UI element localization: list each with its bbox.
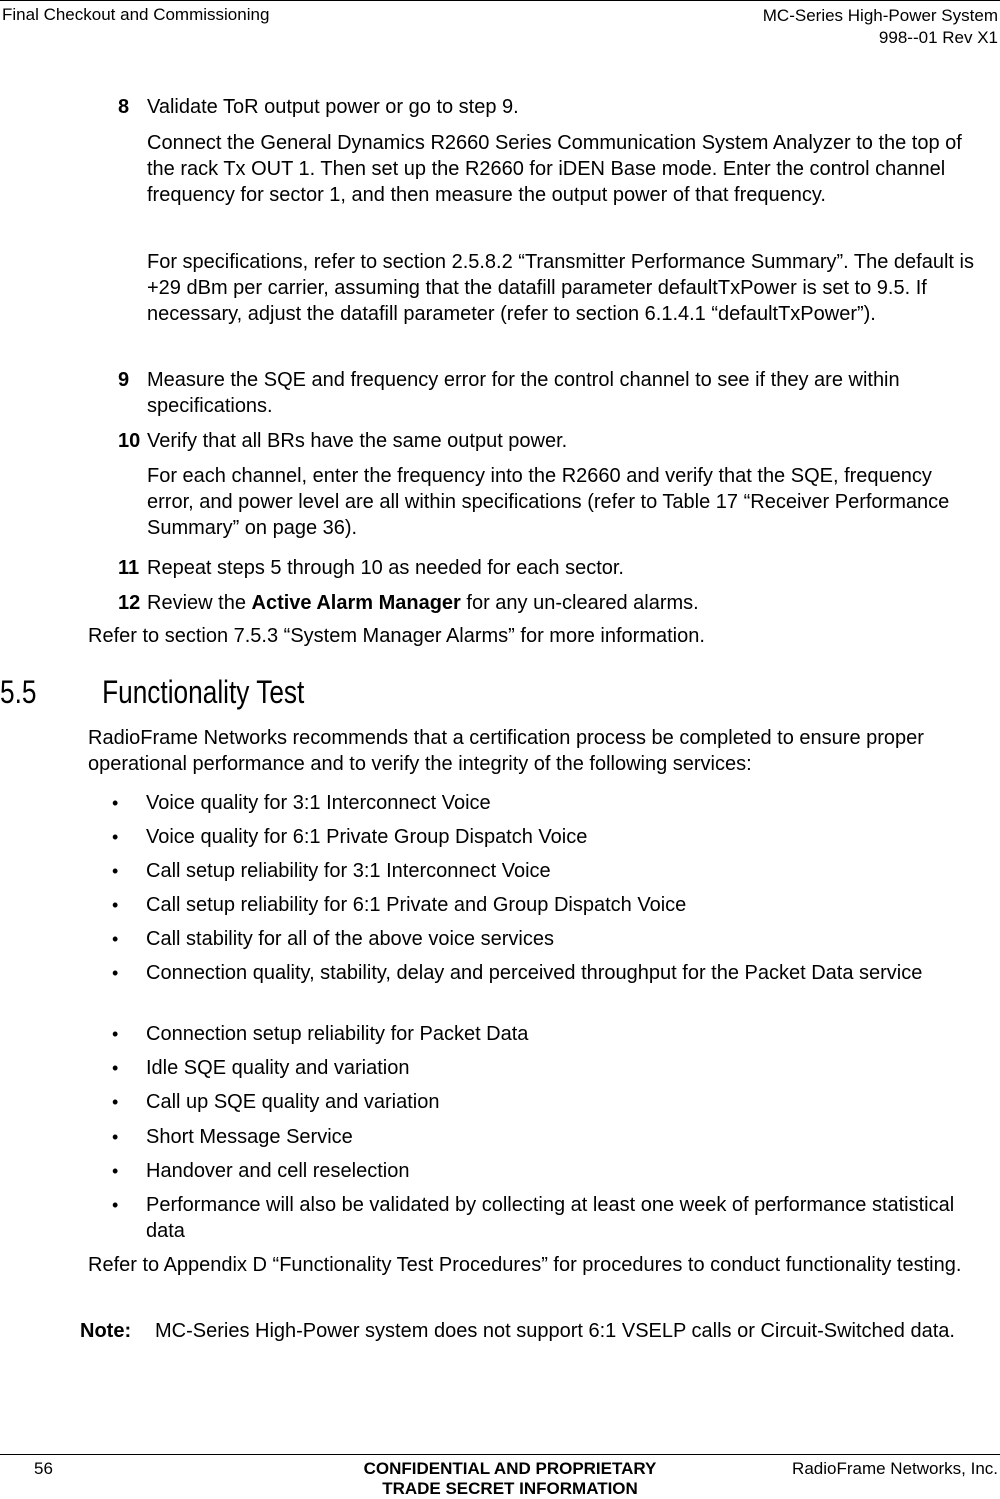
step-8-paragraph-1: Connect the General Dynamics R2660 Series Communication System Analyzer to the top of the rack Tx OUT 1. Then set up the R2660 for iDEN Base mode. Enter the control channel frequency for sector 1, and then measure the output power of that frequency. <box>147 132 962 206</box>
bullet-icon: • <box>112 1058 119 1078</box>
header-chapter: Final Checkout and Commissioning <box>2 5 270 24</box>
header-doc-id: MC-Series High-Power System 998--01 Rev X1 <box>762 6 998 47</box>
list-item-text: Call setup reliability for 6:1 Private and Group Dispatch Voice <box>146 894 687 916</box>
list-item-text: Voice quality for 3:1 Interconnect Voice <box>146 792 491 814</box>
bullet-icon: • <box>112 895 119 915</box>
page-header <box>0 0 1000 49</box>
bullet-icon: • <box>112 793 119 813</box>
page-number: 56 <box>34 1459 53 1478</box>
step-9-number: 9 <box>118 369 130 391</box>
bullet-icon: • <box>112 1127 119 1147</box>
step-8-text: Validate ToR output power or go to step 9. <box>147 96 519 118</box>
bullet-icon: • <box>112 1195 119 1215</box>
bullet-icon: • <box>112 963 119 983</box>
step-8-paragraph-2: For specifications, refer to section 2.5.8.2 “Transmitter Performance Summary”. The default is +29 dBm per carrier, assuming that the datafill parameter defaultTxPower is set to 9.5. If necessary, adjust the datafill parameter (refer to section 6.1.4.1 “defaultTxPower”). <box>147 251 974 325</box>
step-12-text: Review the Active Alarm Manager for any un-cleared alarms. <box>147 592 699 614</box>
bullet-icon: • <box>112 1161 119 1181</box>
step-10-number: 10 <box>118 430 141 452</box>
step-8-number: 8 <box>118 96 130 118</box>
step-10-paragraph-1: For each channel, enter the frequency into the R2660 and verify that the SQE, frequency error, and power level are all within specifications (refer to Table 17 “Receiver Performance Summary” on page 36). <box>147 465 950 539</box>
list-item-text: Call up SQE quality and variation <box>146 1091 440 1113</box>
list-item-text: Performance will also be validated by collecting at least one week of performance statistical data <box>146 1194 955 1242</box>
bullet-icon: • <box>112 1092 119 1112</box>
step-12-number: 12 <box>118 592 141 614</box>
note-label: Note: <box>80 1320 132 1342</box>
appendix-reference: Refer to Appendix D “Functionality Test Procedures” for procedures to conduct functionality testing. <box>88 1254 962 1276</box>
note-text: MC-Series High-Power system does not support 6:1 VSELP calls or Circuit-Switched data. <box>155 1320 955 1342</box>
list-item-text: Voice quality for 6:1 Private Group Dispatch Voice <box>146 826 588 848</box>
page-footer <box>0 1454 1000 1498</box>
list-item-text: Connection quality, stability, delay and perceived throughput for the Packet Data service <box>146 962 923 984</box>
step-11-text: Repeat steps 5 through 10 as needed for each sector. <box>147 557 624 579</box>
step-9-text: Measure the SQE and frequency error for the control channel to see if they are within specifications. <box>147 369 900 417</box>
step-10-text: Verify that all BRs have the same output power. <box>147 430 568 452</box>
active-alarm-manager-label: Active Alarm Manager <box>251 592 461 614</box>
list-item-text: Connection setup reliability for Packet Data <box>146 1023 529 1045</box>
section-intro: RadioFrame Networks recommends that a certification process be completed to ensure proper operational performance and to verify the integrity of the following services: <box>88 727 924 775</box>
bullet-icon: • <box>112 1024 119 1044</box>
list-item-text: Idle SQE quality and variation <box>146 1057 410 1079</box>
confidentiality-notice: CONFIDENTIAL AND PROPRIETARY TRADE SECRET INFORMATION <box>363 1459 657 1498</box>
list-item-text: Short Message Service <box>146 1126 353 1148</box>
section-number: 5.5 <box>0 674 37 710</box>
list-item-text: Call stability for all of the above voice services <box>146 928 554 950</box>
bullet-icon: • <box>112 929 119 949</box>
section-title: Functionality Test <box>102 674 305 710</box>
step-11-number: 11 <box>118 557 140 579</box>
list-item-text: Handover and cell reselection <box>146 1160 410 1182</box>
alarms-reference: Refer to section 7.5.3 “System Manager Alarms” for more information. <box>88 625 705 647</box>
footer-company: RadioFrame Networks, Inc. <box>792 1459 998 1478</box>
bullet-icon: • <box>112 827 119 847</box>
section-heading <box>0 674 304 711</box>
list-item-text: Call setup reliability for 3:1 Interconnect Voice <box>146 860 551 882</box>
bullet-icon: • <box>112 861 119 881</box>
